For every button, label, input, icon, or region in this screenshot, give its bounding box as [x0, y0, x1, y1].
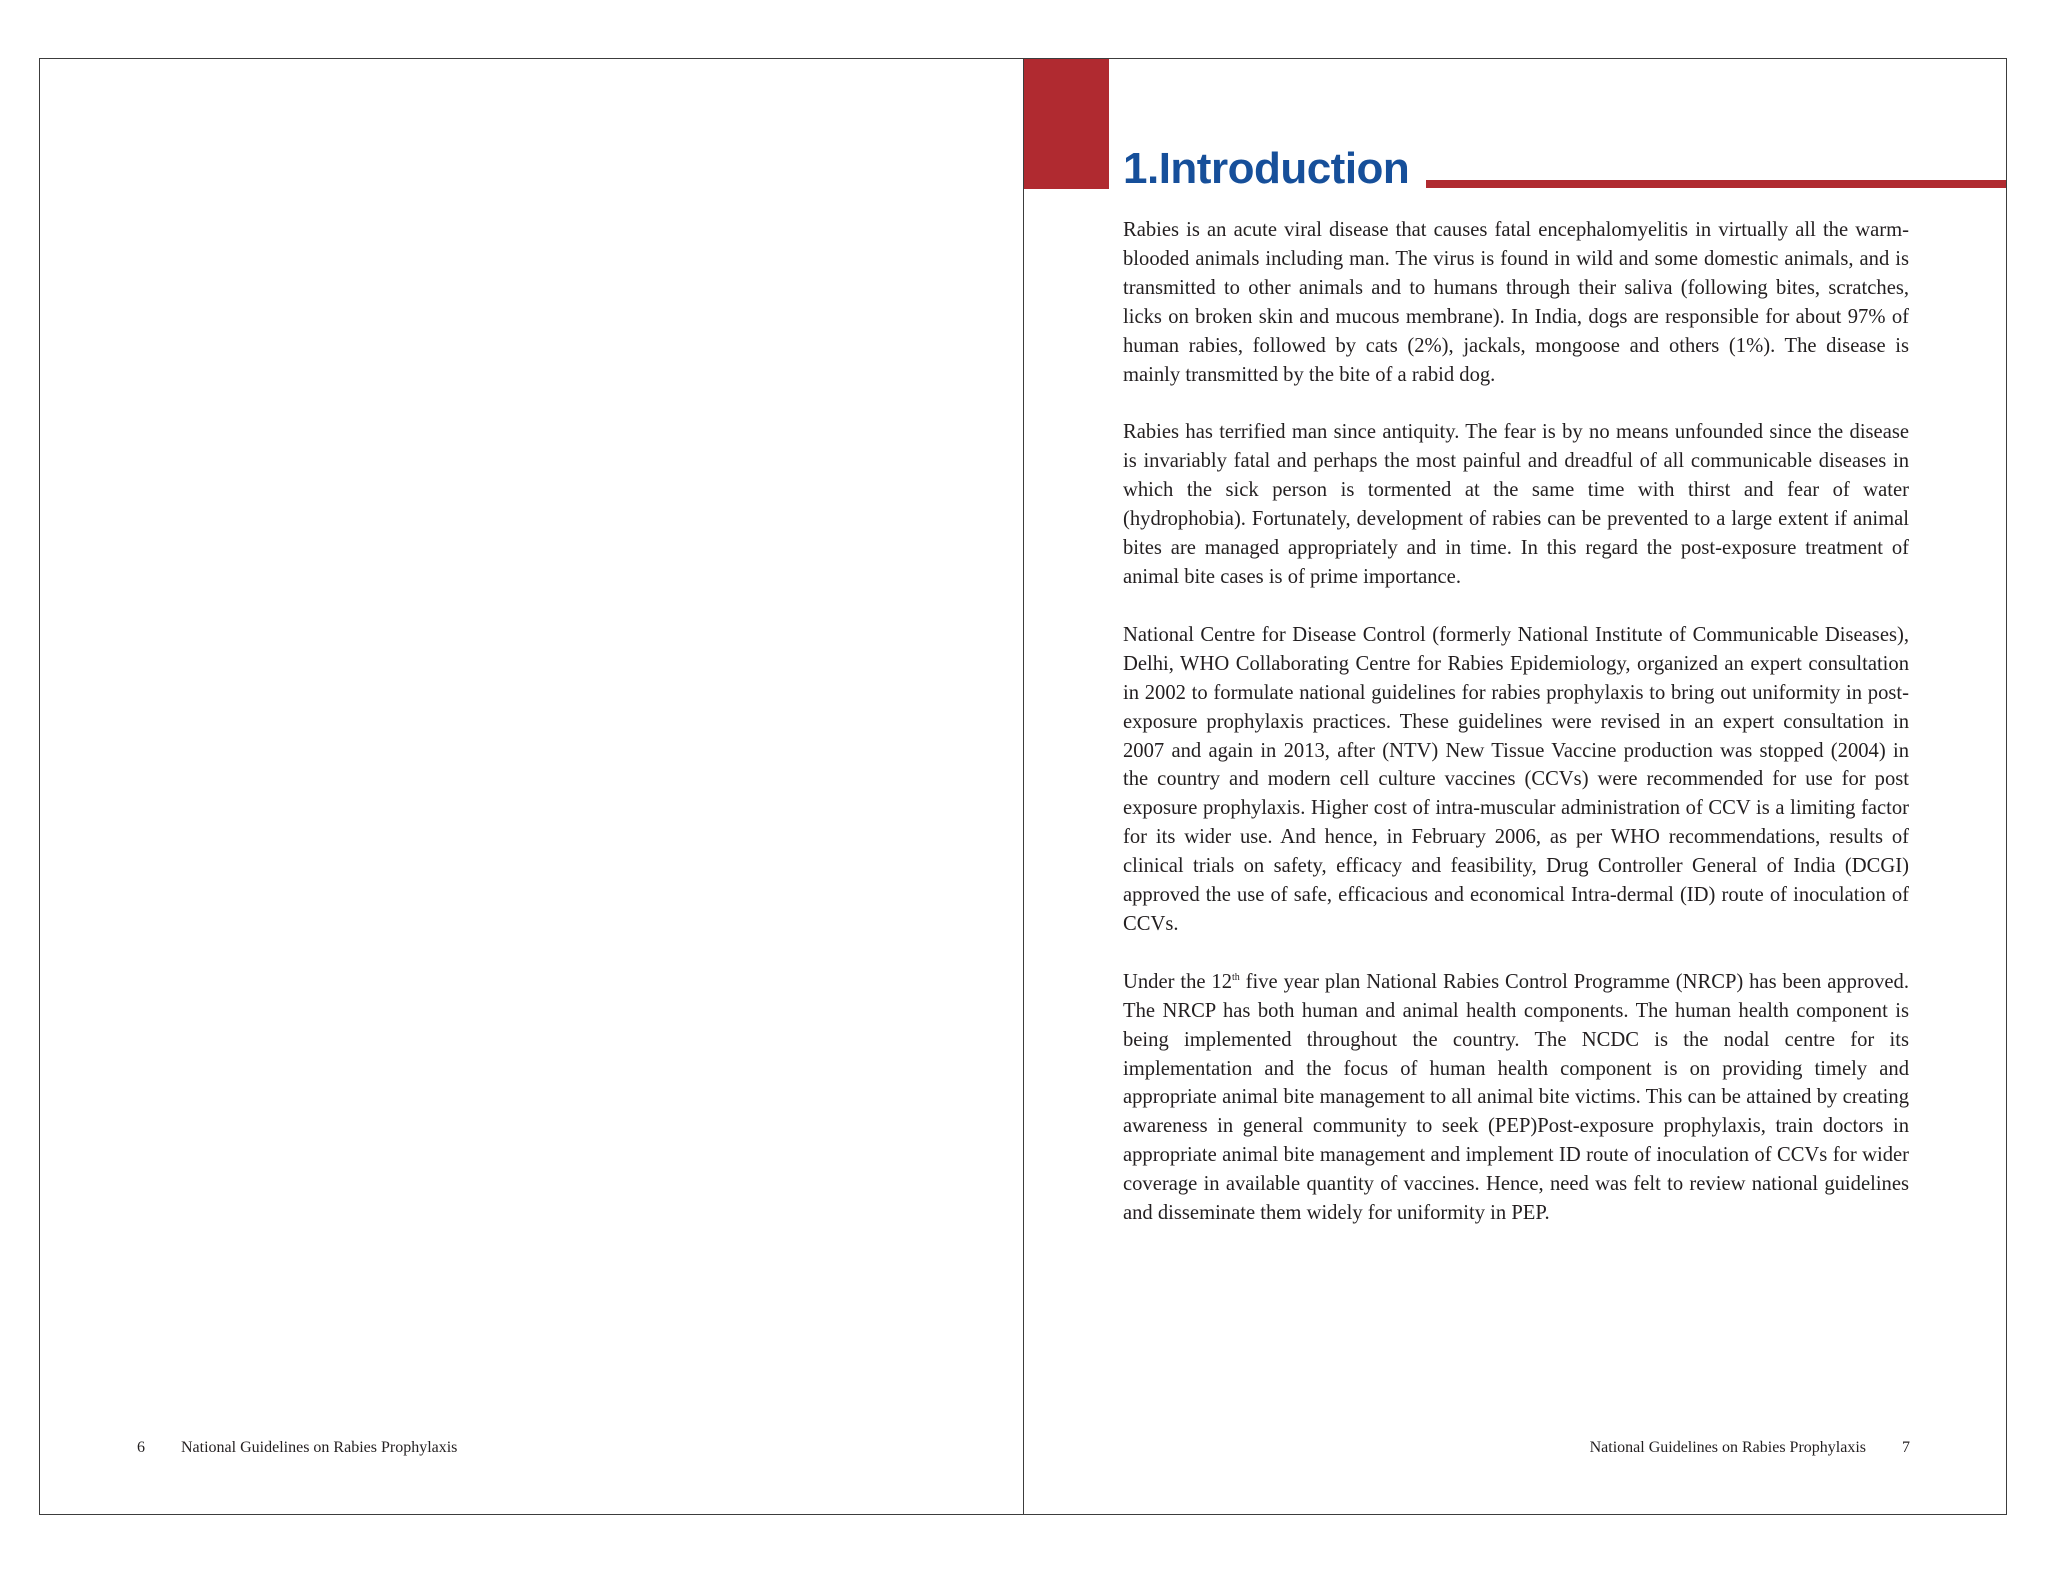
chapter-color-block: [1024, 59, 1109, 189]
left-page-number: 6: [137, 1439, 145, 1456]
chapter-heading: 1.Introduction: [1123, 144, 1410, 193]
left-page: [40, 59, 1024, 1514]
chapter-body: [1123, 216, 1909, 1257]
right-running-footer: National Guidelines on Rabies Prophylaxis: [1589, 1439, 1866, 1456]
left-running-footer: National Guidelines on Rabies Prophylaxis: [181, 1439, 458, 1456]
heading-rule: [1426, 180, 2006, 188]
paragraph-4-rest: five year plan National Rabies Control Programme (NRCP) has been approved. The NRCP has both human and animal health components. The human health component is being implemented throughout the country. The NCDC is the nodal centre for its implementation and the focus of human health component is on providing timely and appropriate animal bite management to all animal bite victims. This can be attained by creating awareness in general community to seek (PEP)Post-exposure prophylaxis, train doctors in appropriate animal bite management and implement ID route of inoculation of CCVs for wider coverage in available quantity of vaccines. Hence, need was felt to review national guidelines and disseminate them widely for uniformity in PEP.: [1123, 970, 1910, 1225]
paragraph-1: Rabies is an acute viral disease that causes fatal encephalomyelitis in virtually all the warm-blooded animals including man. The virus is found in wild and some domestic animals, and is transmitted to other animals and to humans through their saliva (following bites, scratches, licks on broken skin and mucous membrane). In India, dogs are responsible for about 97% of human rabies, followed by cats (2%), jackals, mongoose and others (1%). The disease is mainly transmitted by the bite of a rabid dog.: [1123, 219, 1909, 386]
paragraph-4: [1123, 968, 1909, 1228]
left-page-footer: [137, 1439, 457, 1457]
right-page-number: 7: [1902, 1439, 1910, 1456]
ordinal-superscript: th: [1232, 971, 1240, 983]
right-page-footer: [1590, 1439, 1910, 1457]
right-page: [1024, 59, 2006, 1514]
book-spread: [39, 58, 2007, 1515]
paragraph-4-prefix: Under the 12: [1123, 970, 1232, 993]
paragraph-2: Rabies has terrified man since antiquity. The fear is by no means unfounded since the disease is invariably fatal and perhaps the most painful and dreadful of all communicable diseases in which the sick person is tormented at the same time with thirst and fear of water (hydrophobia). Fortunately, development of rabies can be prevented to a large extent if animal bites are managed appropriately and in time. In this regard the post-exposure treatment of animal bite cases is of prime importance.: [1123, 421, 1909, 588]
paragraph-3: National Centre for Disease Control (formerly National Institute of Communicable Diseases), Delhi, WHO Collaborating Centre for Rabies Epidemiology, organized an expert consultation in 2002 to formulate national guidelines for rabies prophylaxis to bring out uniformity in post-exposure prophylaxis practices. These guidelines were revised in an expert consultation in 2007 and again in 2013, after (NTV) New Tissue Vaccine production was stopped (2004) in the country and modern cell culture vaccines (CCVs) were recommended for use for post exposure prophylaxis. Higher cost of intra-muscular administration of CCV is a limiting factor for its wider use. And hence, in February 2006, as per WHO recommendations, results of clinical trials on safety, efficacy and feasibility, Drug Controller General of India (DCGI) approved the use of safe, efficacious and economical Intra-dermal (ID) route of inoculation of CCVs.: [1123, 623, 1909, 935]
